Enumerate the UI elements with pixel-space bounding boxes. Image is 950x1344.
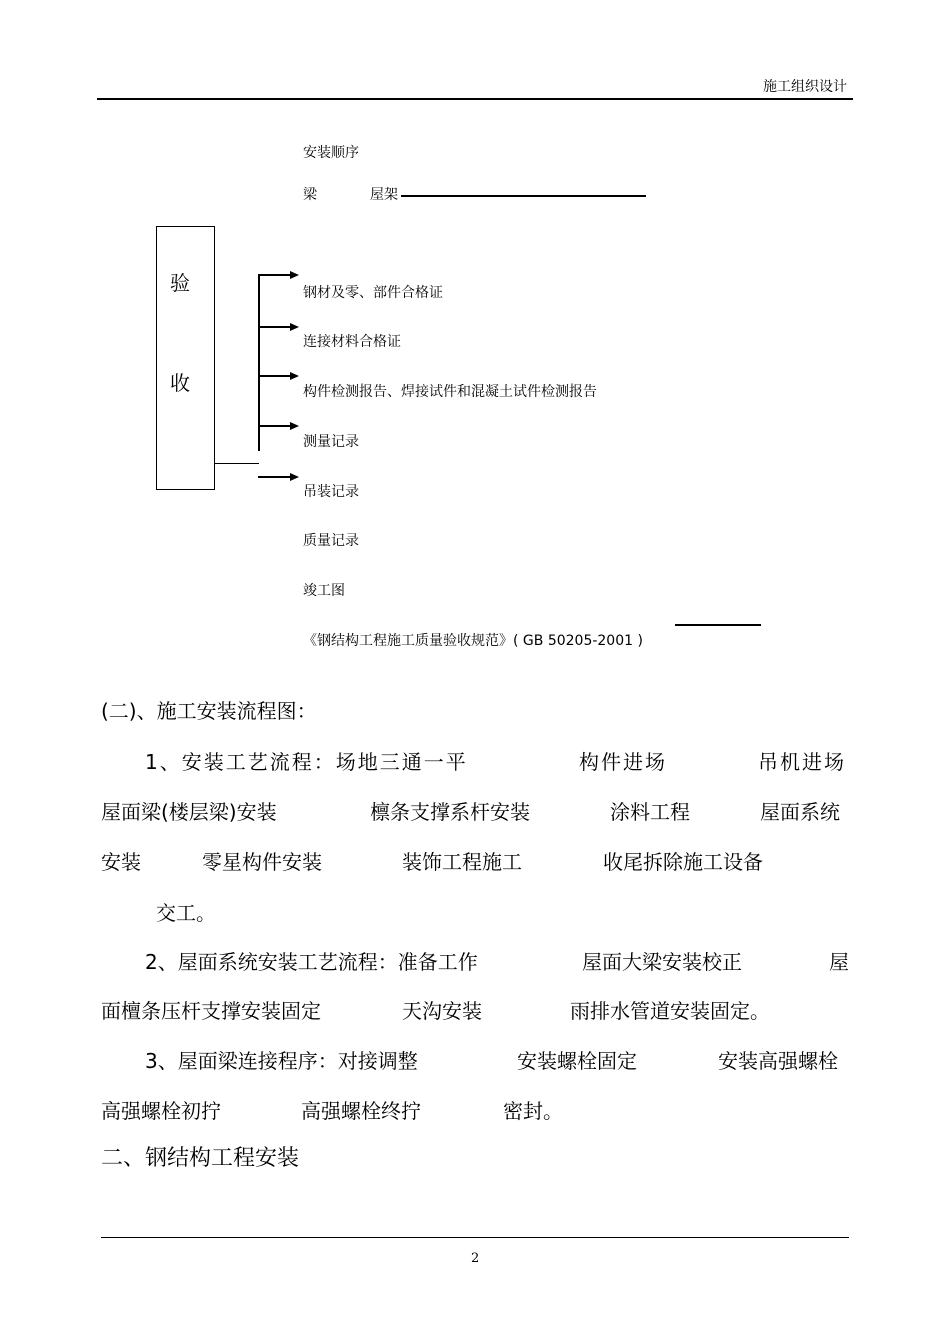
arrow-head-4 [290,422,299,430]
flow3-step: 安装高强螺栓 [718,1049,838,1073]
flow2-step: 屋面大梁安装校正 [582,950,742,974]
flow1-step: 零星构件安装 [202,850,322,874]
flow1-lead: 1、安装工艺流程：场地三通一平 [145,750,468,774]
acceptance-item: 吊装记录 [303,484,359,500]
arrow-head-3 [290,372,299,380]
flow2-step: 面檀条压杆支撑安装固定 [101,999,321,1023]
acceptance-box-char-2: 收 [170,371,190,395]
acceptance-item: 钢材及零、部件合格证 [303,285,443,301]
acceptance-box-char-1: 验 [170,271,190,295]
flow1-step: 收尾拆除施工设备 [603,850,763,874]
flow1-step: 檩条支撑系杆安装 [370,800,530,824]
arrow-head-2 [290,323,299,331]
sequence-rule [401,195,646,197]
section-heading-2: 二、钢结构工程安装 [101,1146,300,1171]
flow3-step: 高强螺栓初拧 [101,1099,221,1123]
flow3-lead: 3、屋面梁连接程序：对接调整 [145,1049,418,1073]
acceptance-box [156,226,215,490]
flow1-step: 交工。 [156,901,216,925]
arrow-line-3 [258,375,290,377]
flow2-step: 雨排水管道安装固定。 [570,999,770,1023]
flow1-step: 安装 [101,850,141,874]
flow2-step: 屋 [829,950,849,974]
flow1-step: 屋面梁(楼层梁)安装 [101,800,277,824]
flow3-step: 密封。 [503,1099,563,1123]
flow3-step: 高强螺栓终拧 [301,1099,421,1123]
reference-text: 《钢结构工程施工质量验收规范》( GB 50205-2001 ) [303,633,643,649]
sequence-label: 安装顺序 [303,145,359,161]
arrow-line-4 [258,425,290,427]
arrow-line-5 [258,476,290,478]
arrow-line-1 [258,274,290,276]
footer-rule [101,1237,849,1238]
flow1-step: 构件进场 [579,750,667,774]
header-rule [97,98,853,100]
flow1-step: 吊机进场 [758,750,846,774]
header-title: 施工组织设计 [763,79,847,95]
acceptance-item: 质量记录 [303,533,359,549]
acceptance-item: 测量记录 [303,434,359,450]
sequence-item-beam: 梁 [303,187,317,203]
sequence-item-truss: 屋架 [370,187,398,203]
flow3-step: 安装螺栓固定 [517,1049,637,1073]
section-heading: (二)、施工安装流程图： [101,699,317,723]
arrow-line-2 [258,326,290,328]
flow2-step: 天沟安装 [402,999,482,1023]
flow1-step: 屋面系统 [760,800,840,824]
acceptance-item: 竣工图 [303,583,345,599]
arrow-head-1 [290,271,299,279]
acceptance-item: 构件检测报告、焊接试件和混凝土试件检测报告 [303,384,597,400]
acceptance-item: 连接材料合格证 [303,334,401,350]
page-number: 2 [471,1251,480,1266]
box-connector [215,463,259,464]
arrow-head-5 [290,473,299,481]
flow2-lead: 2、屋面系统安装工艺流程：准备工作 [145,950,478,974]
flow1-step: 装饰工程施工 [402,850,522,874]
flow1-step: 涂料工程 [610,800,690,824]
reference-rule [675,624,761,626]
